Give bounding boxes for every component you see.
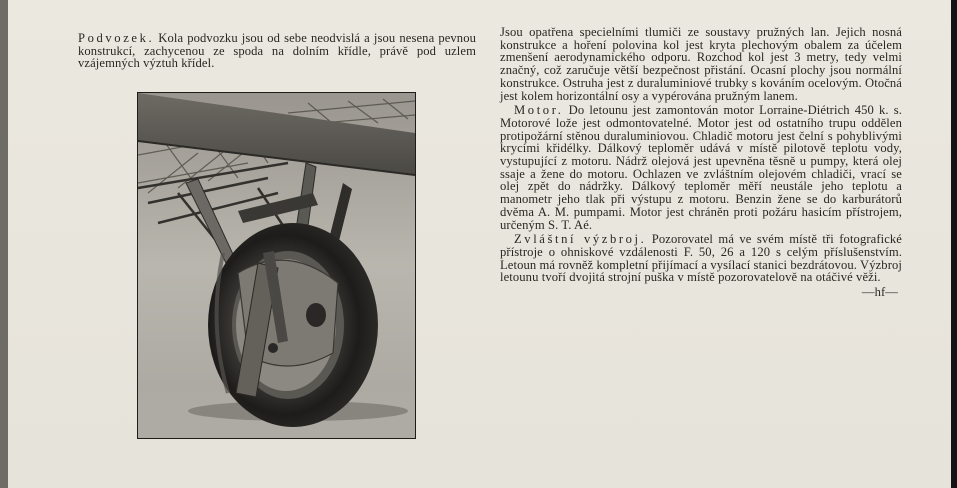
landing-gear-photo — [137, 92, 416, 439]
wheel-illustration — [138, 93, 415, 438]
left-column — [78, 32, 476, 70]
scan-left-edge — [0, 0, 8, 488]
paragraph-text: Do letounu jest zamontován motor Lorraine-Diétrich 450 k. s. Motorové lože jest odmontovatelné. Motor jest od ostatního trupu oddělen protipožární stěnou duraluminiovou. Chladič motoru jest čelní s pohyblivými krycími křidélky. Dálkový teploměr udává v místě pilotově teplotu vody, vystupující z motoru. Nádrž olejová jest upevněna těsně u pumpy, která olej ssaje a žene do motoru. Ochlazen ve zvláštním olejovém chladiči, vrací se olej zpět do nádržky. Dálkový teploměr měří neustále jeho teplotu a manometr jeho tlak při výstupu z motoru. Benzin žene se do karburátorů dvěma A. M. pumpami. Motor jest chráněn proti požáru hasicím přístrojem, určeným S. T. Aé. — [500, 103, 903, 232]
paragraph-vyzbroj — [500, 233, 902, 284]
paragraph-lead: Zvláštní výzbroj. — [514, 232, 647, 247]
author-signature: —hf— — [861, 285, 898, 300]
paragraph-lead: Podvozek. — [78, 31, 155, 45]
right-column — [500, 26, 902, 299]
paragraph-continuation: Jsou opatřena specielními tlumiči ze soustavy pružných lan. Jejich nosná konstrukce a hoření polovina kol jest kryta plechovým obalem za účelem zmenšení aerodynamického odporu. Rozchod kol jest 3 metry, tedy velmi značný, což zaručuje větší bezpečnost přistání. Ocasní plochy jsou normální konstrukce. Ostruha jest z duraluminiové trubky s kováním ocelovým. Otočná jest kolem horizontální osy a vypérována pružným lanem. — [500, 25, 902, 103]
paragraph-lead: Motor. — [514, 103, 564, 118]
paragraph-podvozek — [78, 32, 476, 70]
paragraph-text: Kola podvozku jsou od sebe neodvislá a jsou nesena pevnou konstrukcí, zachycenou ze spoda na dolním křídle, právě pod uzlem vzájemných výztuh křídel. — [78, 31, 477, 71]
paragraph-text: Pozorovatel má ve svém místě tři fotografické přístroje o ohniskové vzdálenosti F. 50, 26 a 120 s celým příslušenstvím. Letoun má rovněž kompletní přijímací a vysílací stanici bezdrátovou. Výzbroj letounu tvoří dvojitá strojní puška v místě pozorovatelově na otáčivé věži. — [500, 232, 903, 285]
scan-right-edge — [951, 0, 957, 488]
paragraph-motor — [500, 104, 902, 231]
